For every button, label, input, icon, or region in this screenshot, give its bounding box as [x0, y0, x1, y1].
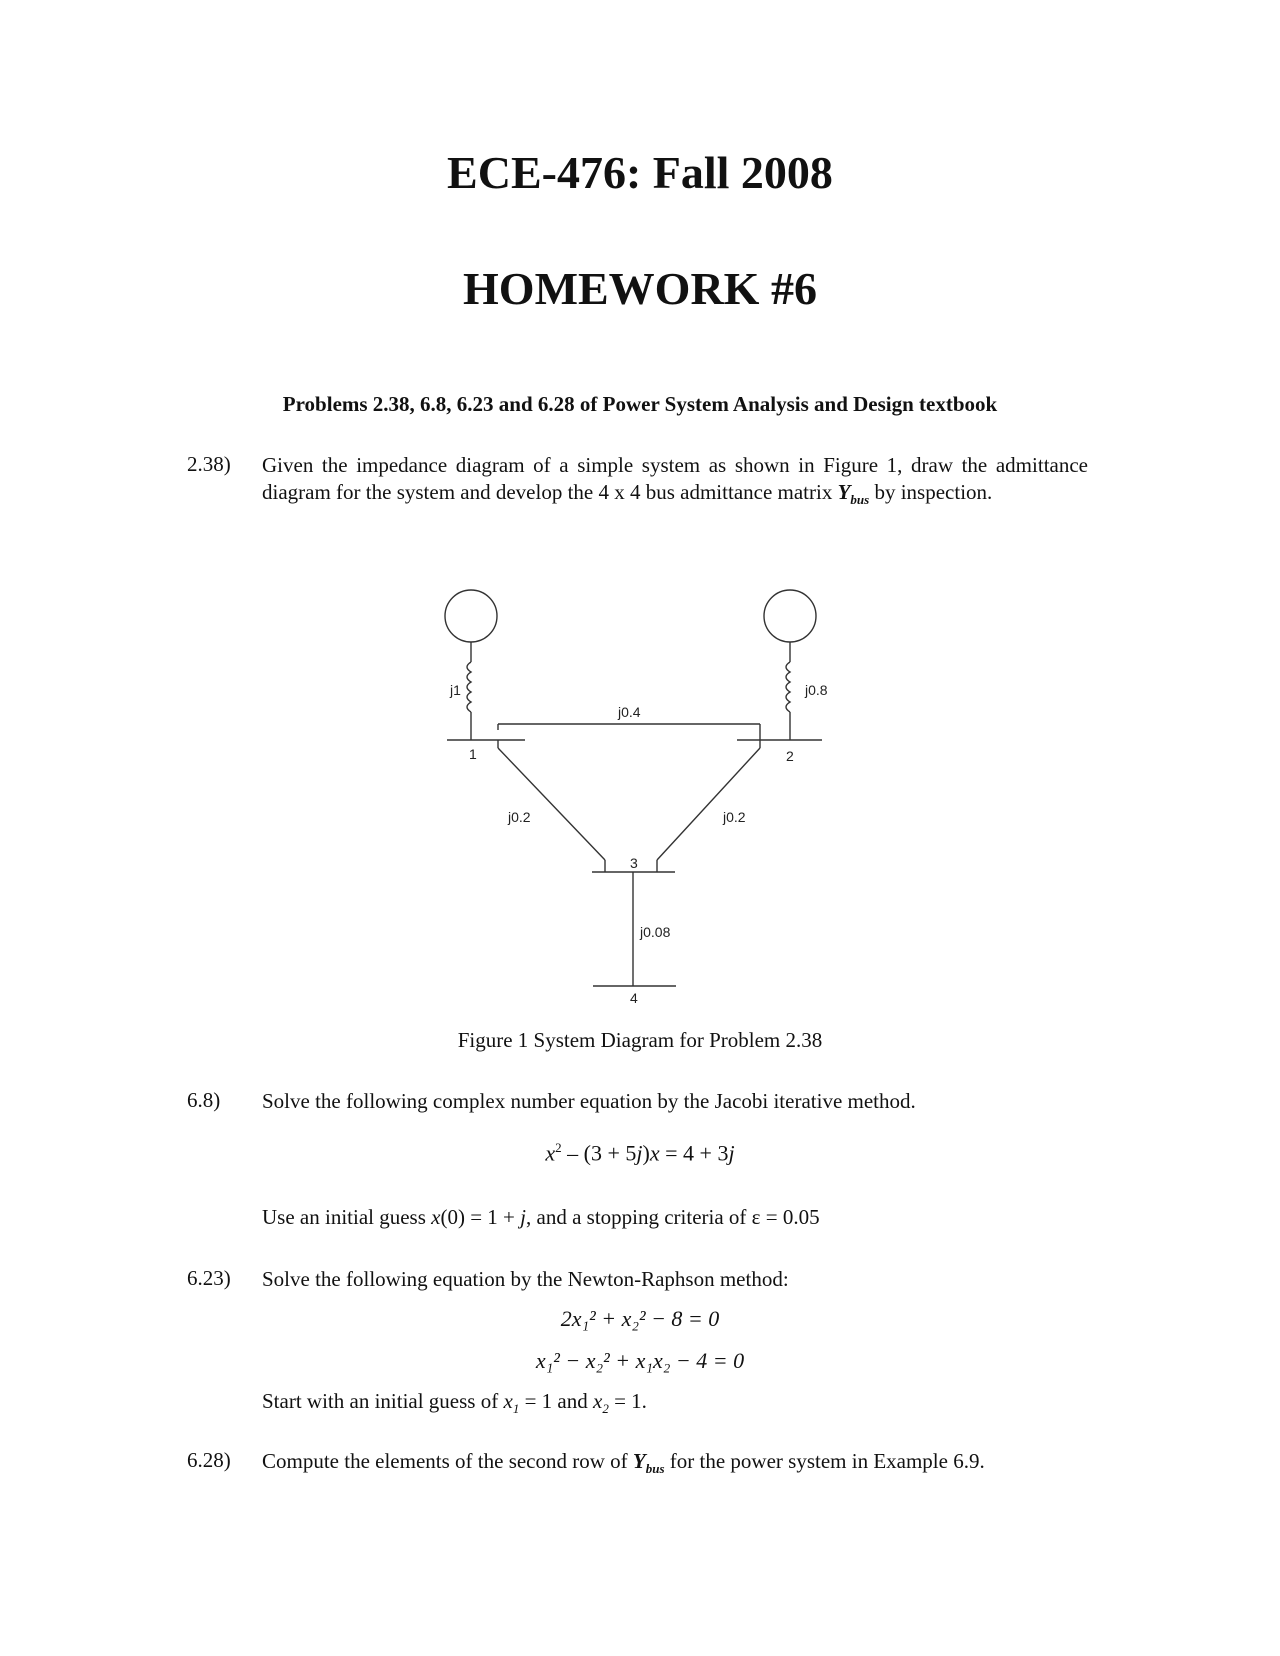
line-2-3-label: j0.2: [723, 809, 746, 825]
equation-6-23-2: x₁² − x₂² + x₁x₂ − 4 = 0: [535, 1348, 745, 1373]
homework-title: HOMEWORK #6: [463, 263, 817, 314]
initial-guess-6-23: Start with an initial guess of $x_1 = 1$ and $x_2 = 1$.: [262, 1389, 647, 1417]
system-diagram: [0, 570, 1280, 1020]
inductor-1: [467, 662, 471, 712]
line-1-3: [498, 748, 605, 860]
line-3-4-label: j0.08: [640, 924, 671, 940]
problems-line: Problems 2.38, 6.8, 6.23 and 6.28 of Power System Analysis and Design textbook: [282, 392, 998, 416]
bus-4-label: 4: [630, 990, 638, 1006]
generator-2: [764, 590, 816, 642]
gen1-impedance-label: j1: [450, 682, 461, 698]
problem-number-6-23: 6.23): [187, 1266, 231, 1290]
bus-3-label: 3: [630, 855, 638, 871]
line-1-2-label: j0.4: [618, 704, 641, 720]
initial-guess-6-8: Use an initial guess x(0) = 1 + j, and a stopping criteria of ε = 0.05: [262, 1205, 820, 1229]
gen2-impedance-label: j0.8: [805, 682, 828, 698]
generator-1: [445, 590, 497, 642]
problem-number-6-28: 6.28): [187, 1448, 231, 1472]
ybus-subscript: bus: [850, 492, 870, 508]
problem-number-2-38: 2.38): [187, 452, 231, 476]
problem-2-38-text-pre: Given the impedance diagram of a simple system as shown in Figure 1, draw the admittance diagram for the system and develop the 4 x 4 bus admittance matrix: [262, 453, 1088, 504]
equation-6-8: $x^2 - (3 + 5j)x = 4 + 3j$: [545, 1140, 735, 1166]
page-title: ECE-476: Fall 2008: [447, 147, 833, 198]
line-1-3-label: j0.2: [508, 809, 531, 825]
problem-2-38-text-post: by inspection.: [869, 480, 993, 504]
figure-caption: Figure 1 System Diagram for Problem 2.38: [457, 1028, 823, 1052]
bus-1-label: 1: [469, 746, 477, 762]
inductor-2: [786, 662, 790, 712]
ybus-symbol: Y: [837, 480, 851, 504]
problem-number-6-8: 6.8): [187, 1088, 221, 1112]
equation-6-23-1: 2x₁² + x₂² − 8 = 0: [560, 1306, 720, 1331]
ybus-subscript-6-28: bus: [645, 1461, 665, 1477]
problem-6-28-text: Compute the elements of the second row of $Y_{bus}$ for the power system in Example 6.9.: [262, 1449, 985, 1477]
bus-2-label: 2: [786, 748, 794, 764]
ybus-symbol-6-28: Y: [632, 1449, 646, 1473]
problem-6-8-text: Solve the following complex number equation by the Jacobi iterative method.: [262, 1089, 916, 1113]
problem-6-23-text: Solve the following equation by the Newton-Raphson method:: [262, 1267, 789, 1291]
problem-2-38-text: [262, 452, 1088, 513]
line-2-3: [657, 748, 760, 860]
